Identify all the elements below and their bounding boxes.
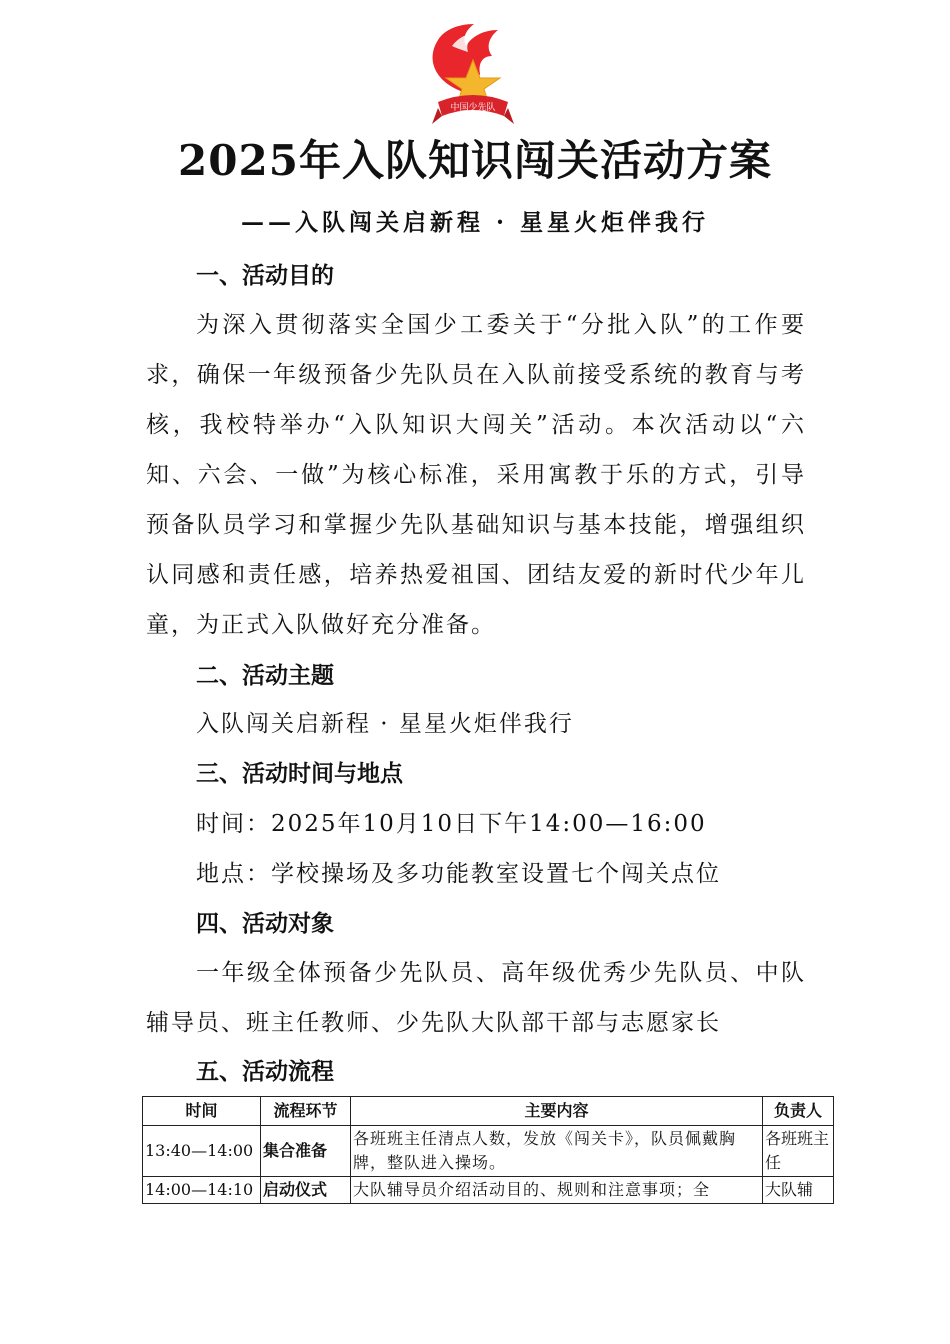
row-content: 大队辅导员介绍活动目的、规则和注意事项；全 [351, 1177, 763, 1204]
section-3-heading: 三、活动时间与地点 [196, 761, 403, 787]
row-step: 集合准备 [261, 1126, 351, 1177]
section-5-heading: 五、活动流程 [196, 1059, 334, 1085]
young-pioneers-torch-emblem-icon [418, 16, 528, 128]
row-time: 13:40—14:00 [143, 1126, 261, 1177]
table-row [143, 1126, 834, 1177]
header-step: 流程环节 [261, 1097, 351, 1126]
section-1-paragraph: 为深入贯彻落实全国少工委关于“分批入队”的工作要求，确保一年级预备少先队员在入队前接受系统的教育与考核，我校特举办“入队知识大闯关”活动。本次活动以“六知、六会、一做”为核心标准，采用寓教于乐的方式，引导预备队员学习和掌握少先队基础知识与基本技能，增强组织认同感和责任感，培养热爱祖国、团结友爱的新时代少年儿童，为正式入队做好充分准备。 [146, 312, 806, 638]
table-row [143, 1177, 834, 1204]
row-step: 启动仪式 [261, 1177, 351, 1204]
section-1-heading: 一、活动目的 [196, 263, 334, 289]
flow-table-header-row [143, 1097, 834, 1126]
young-pioneers-emblem [418, 16, 528, 128]
emblem-ribbon-text: 中国少先队 [450, 103, 496, 113]
section-2-heading: 二、活动主题 [196, 663, 334, 689]
row-content: 各班班主任清点人数，发放《闯关卡》，队员佩戴胸牌，整队进入操场。 [351, 1126, 763, 1177]
section-2-theme: 入队闯关启新程 · 星星火炬伴我行 [196, 711, 574, 737]
row-owner: 各班班主任 [763, 1126, 834, 1177]
section-3-place: 地点：学校操场及多功能教室设置七个闯关点位 [196, 861, 721, 887]
header-time: 时间 [143, 1097, 261, 1126]
header-owner: 负责人 [763, 1097, 834, 1126]
flow-table [142, 1096, 834, 1204]
page-title: 2025年入队知识闯关活动方案 [178, 136, 772, 185]
row-time: 14:00—14:10 [143, 1177, 261, 1204]
section-4-heading: 四、活动对象 [196, 911, 334, 937]
row-owner: 大队辅 [763, 1177, 834, 1204]
section-4-paragraph: 一年级全体预备少先队员、高年级优秀少先队员、中队辅导员、班主任教师、少先队大队部干部与志愿家长 [146, 960, 806, 1036]
page-subtitle: ——入队闯关启新程 · 星星火炬伴我行 [240, 209, 710, 236]
section-3-time: 时间：2025年10月10日下午14:00—16:00 [196, 811, 707, 837]
header-content: 主要内容 [351, 1097, 763, 1126]
